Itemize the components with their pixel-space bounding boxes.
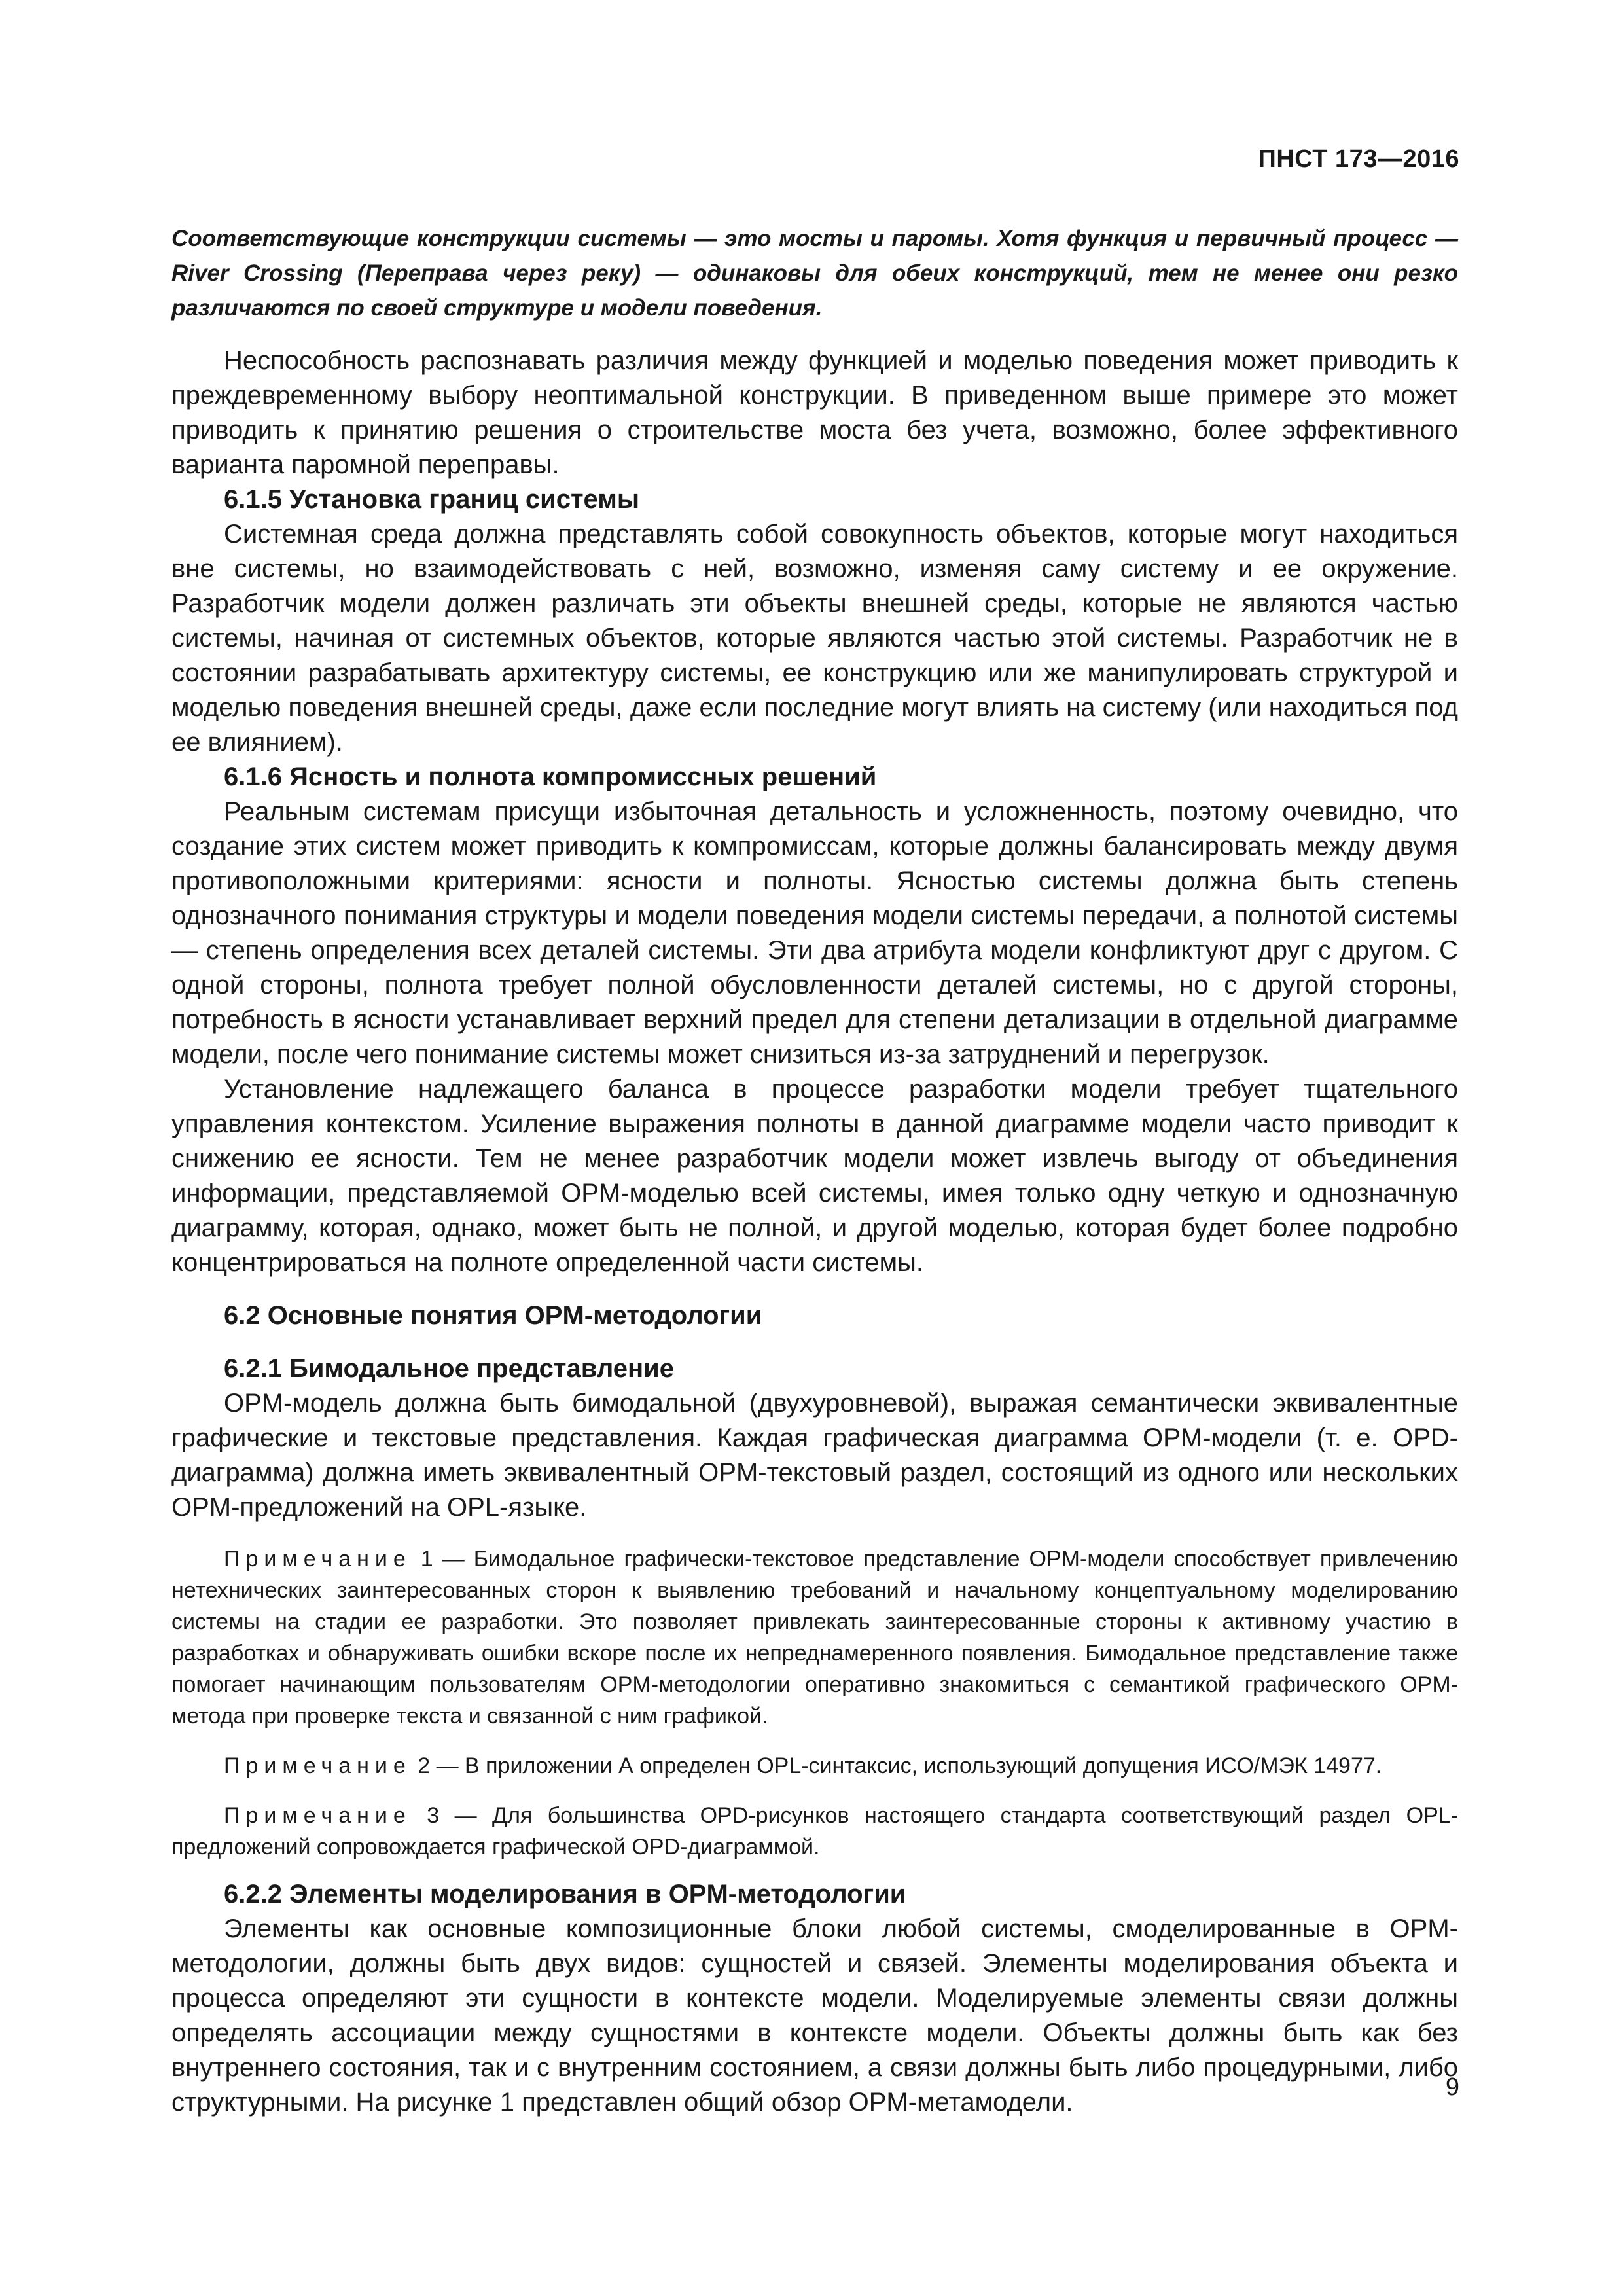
note-text: 2 — В приложении А определен OPL-синтаксис, использующий допущения ИСО/МЭК 14977. [411, 1753, 1382, 1778]
page-content [171, 221, 1458, 2120]
note-3 [171, 1800, 1458, 1863]
document-id: ПНСТ 173—2016 [1258, 145, 1459, 173]
note-text: 1 — Бимодальное графически-текстовое представление OPM-модели способствует привлечению нетехнических заинтересованных сторон к выявлению требований и начальному концептуальному моделированию системы на стадии ее разработки. Это позволяет привлекать заинтересованные стороны к активному участию в разработках и обнаруживать ошибки вскоре после их непреднамеренного появления. Бимодальное представление также помогает начинающим пользователям OPM-методологии оперативно знакомиться с семантикой графического OPM-метода при проверке текста и связанной с ним графикой. [171, 1547, 1458, 1729]
note-label: Примечание [224, 1803, 412, 1828]
note-1 [171, 1543, 1458, 1732]
intro-paragraph: Соответствующие конструкции системы — это мосты и паромы. Хотя функция и первичный процесс — River Crossing (Переправа через реку) — одинаковы для обеих конструкций, тем не менее они резко различаются по своей структуре и модели поведения. [171, 226, 1458, 321]
note-text: 3 — Для большинства OPD-рисунков настоящего стандарта соответствующий раздел OPL-предложений сопровождается графической OPD-диаграммой. [171, 1803, 1458, 1859]
page-number: 9 [1445, 2073, 1459, 2101]
section-heading-6-1-6: 6.1.6 Ясность и полнота компромиссных решений [224, 762, 877, 791]
section-heading-6-1-5: 6.1.5 Установка границ системы [224, 485, 640, 514]
paragraph: Установление надлежащего баланса в процессе разработки модели требует тщательного управления контекстом. Усиление выражения полноты в данной диаграмме модели часто приводит к снижению ее ясности. Тем не менее разработчик модели может извлечь выгоду от объединения информации, представляемой OPM-моделью всей системы, имея только одну четкую и однозначную диаграмму, которая, однако, может быть не полной, и другой моделью, которая будет более подробно концентрироваться на полноте определенной части системы. [171, 1075, 1458, 1277]
paragraph: OPM-модель должна быть бимодальной (двухуровневой), выражая семантически эквивалентные графические и текстовые представления. Каждая графическая диаграмма OPM-модели (т. е. OPD-диаграмма) должна иметь эквивалентный OPM-текстовый раздел, состоящий из одного или нескольких OPM-предложений на OPL-языке. [171, 1389, 1458, 1522]
paragraph: Системная среда должна представлять собой совокупность объектов, которые могут находиться вне системы, но взаимодействовать с ней, возможно, изменяя саму систему и ее окружение. Разработчик модели должен различать эти объекты внешней среды, которые не являются частью системы, начиная от системных объектов, которые являются частью этой системы. Разработчик не в состоянии разрабатывать архитектуру системы, ее конструкцию или же манипулировать структурой и моделью поведения внешней среды, даже если последние могут влиять на систему (или находиться под ее влиянием). [171, 520, 1458, 757]
paragraph: Реальным системам присущи избыточная детальность и усложненность, поэтому очевидно, что создание этих систем может приводить к компромиссам, которые должны балансировать между двумя противоположными критериями: ясности и полноты. Ясностью системы должна быть степень однозначного понимания структуры и модели поведения модели системы передачи, а полнотой системы — степень определения всех деталей системы. Эти два атрибута модели конфликтуют друг с другом. С одной стороны, полнота требует полной обусловленности деталей системы, но с другой стороны, потребность в ясности устанавливает верхний предел для степени детализации в отдельной диаграмме модели, после чего понимание системы может снизиться из-за затруднений и перегрузок. [171, 797, 1458, 1069]
note-label: Примечание [224, 1547, 412, 1571]
section-heading-6-2-1: 6.2.1 Бимодальное представление [224, 1354, 674, 1383]
paragraph: Элементы как основные композиционные блоки любой системы, смоделированные в OPM-методологии, должны быть двух видов: сущностей и связей. Элементы моделирования объекта и процесса определяют эти сущности в контексте модели. Моделируемые элементы связи должны определять ассоциации между сущностями в контексте модели. Объекты должны быть как без внутреннего состояния, так и с внутренним состоянием, а связи должны быть либо процедурными, либо структурными. На рисунке 1 представлен общий обзор OPM-метамодели. [171, 1914, 1458, 2117]
section-heading-6-2: 6.2 Основные понятия OPM-методологии [224, 1301, 762, 1330]
note-2 [171, 1750, 1458, 1782]
note-label: Примечание [224, 1753, 412, 1778]
paragraph: Неспособность распознавать различия между функцией и моделью поведения может приводить к преждевременному выбору неоптимальной конструкции. В приведенном выше примере это может приводить к принятию решения о строительстве моста без учета, возможно, более эффективного варианта паромной переправы. [171, 346, 1458, 479]
section-heading-6-2-2: 6.2.2 Элементы моделирования в OPM-методологии [224, 1880, 906, 1909]
